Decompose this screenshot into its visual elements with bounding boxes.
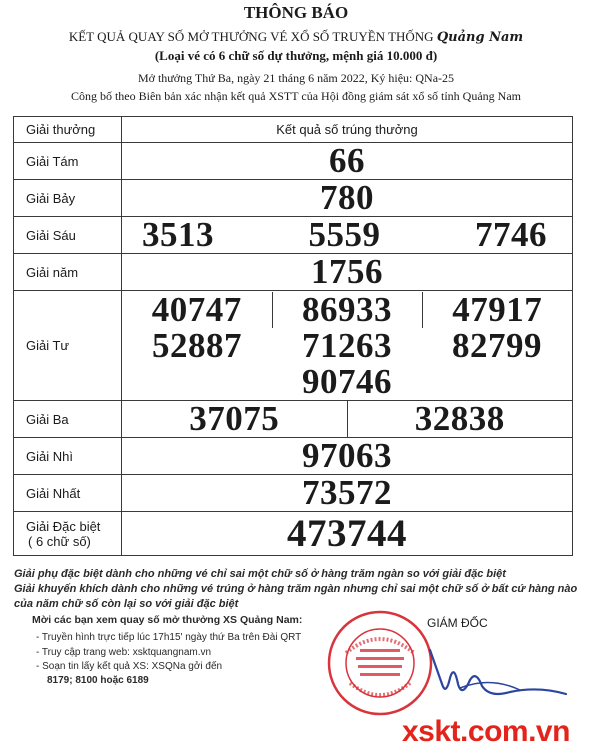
special-label: Giải Đặc biệt [26, 518, 101, 534]
special-label-sub: ( 6 chữ số) [28, 533, 91, 549]
results-table [13, 116, 573, 556]
prize-label-g7: Giải Bảy [14, 180, 122, 217]
footer-note-2: Giải khuyến khích dành cho những vé trúng ở hàng trăm ngàn nhưng chỉ sai một chữ số ở bất cứ hàng nào [14, 583, 578, 595]
prize-number-g8: 66 [122, 143, 573, 180]
footer-note-3: của năm chữ số còn lại so với giải đặc biệt [14, 598, 239, 610]
prize-label-special [14, 512, 122, 556]
prize-label-g5: Giải năm [14, 254, 122, 291]
prize-number-g3-1: 37075 [122, 401, 347, 437]
prize-number-g7: 780 [122, 180, 573, 217]
prize-number-g5: 1756 [122, 254, 573, 291]
prize-label-g6: Giải Sáu [14, 217, 122, 254]
watermark-logo[interactable]: xskt.com.vn [402, 715, 570, 748]
prize-number-g6-2: 5559 [308, 215, 381, 254]
prize-number-g6-1: 3513 [142, 215, 214, 254]
draw-info: Mở thưởng Thứ Ba, ngày 21 tháng 6 năm 2022, Ký hiệu: QNa-25 [137, 71, 455, 85]
director-title: GIÁM ĐỐC [427, 616, 488, 630]
company-stamp-icon [326, 609, 434, 717]
notice-subtitle [0, 29, 592, 45]
prize-number-g4-7: 90746 [302, 361, 392, 401]
prize-numbers-g4 [122, 291, 573, 401]
notice-title: THÔNG BÁO [243, 3, 349, 22]
prize-label-g4: Giải Tư [14, 291, 122, 401]
prize-number-g3-2: 32838 [414, 399, 505, 438]
prize-number-g4-4: 52887 [152, 325, 242, 365]
prize-number-g4-1: 40747 [122, 292, 272, 328]
prize-number-g4-5: 71263 [302, 325, 392, 365]
prize-numbers-g3 [122, 401, 573, 438]
prize-number-g4-3: 47917 [452, 289, 543, 329]
prize-label-g3: Giải Ba [14, 401, 122, 438]
prize-number-g6-3: 7746 [475, 215, 547, 254]
footer-tv: - Truyền hình trực tiếp lúc 17h15' ngày thứ Ba trên Đài QRT [36, 632, 302, 643]
signature-icon [420, 640, 570, 710]
prize-number-g1: 73572 [122, 475, 573, 512]
prize-number-g4-6: 82799 [452, 325, 542, 365]
prize-number-g4-2: 86933 [272, 292, 422, 328]
footer-sms: - Soạn tin lấy kết quả XS: XSQNa gởi đến [36, 661, 223, 672]
province-name: Quảng Nam [436, 30, 524, 45]
prize-label-g1: Giải Nhất [14, 475, 122, 512]
prize-numbers-g6 [122, 217, 573, 254]
prize-number-special: 473744 [122, 512, 573, 556]
ticket-note: (Loại vé có 6 chữ số dự thưởng, mệnh giá 10.000 đ) [154, 48, 438, 63]
footer-note-1: Giải phụ đặc biệt dành cho những vé chỉ sai một chữ số ở hàng trăm ngàn so với giải đặc biệt [14, 568, 506, 580]
header-result: Kết quả số trúng thưởng [122, 117, 573, 143]
subtitle-text: KẾT QUẢ QUAY SỐ MỞ THƯỞNG VÉ XỔ SỐ TRUYỀN THỐNG [68, 29, 434, 44]
prize-label-g8: Giải Tám [14, 143, 122, 180]
announcement: Công bố theo Biên bản xác nhận kết quả XSTT của Hội đồng giám sát xổ số tỉnh Quảng Nam [70, 89, 522, 103]
footer-sms-numbers: 8179; 8100 hoặc 6189 [47, 675, 149, 686]
prize-number-g2: 97063 [122, 438, 573, 475]
prize-label-g2: Giải Nhì [14, 438, 122, 475]
header-prize: Giải thưởng [14, 117, 122, 143]
footer-invite: Mời các bạn xem quay số mở thưởng XS Quảng Nam: [32, 614, 303, 626]
footer-web: - Truy cập trang web: xsktquangnam.vn [36, 647, 212, 658]
